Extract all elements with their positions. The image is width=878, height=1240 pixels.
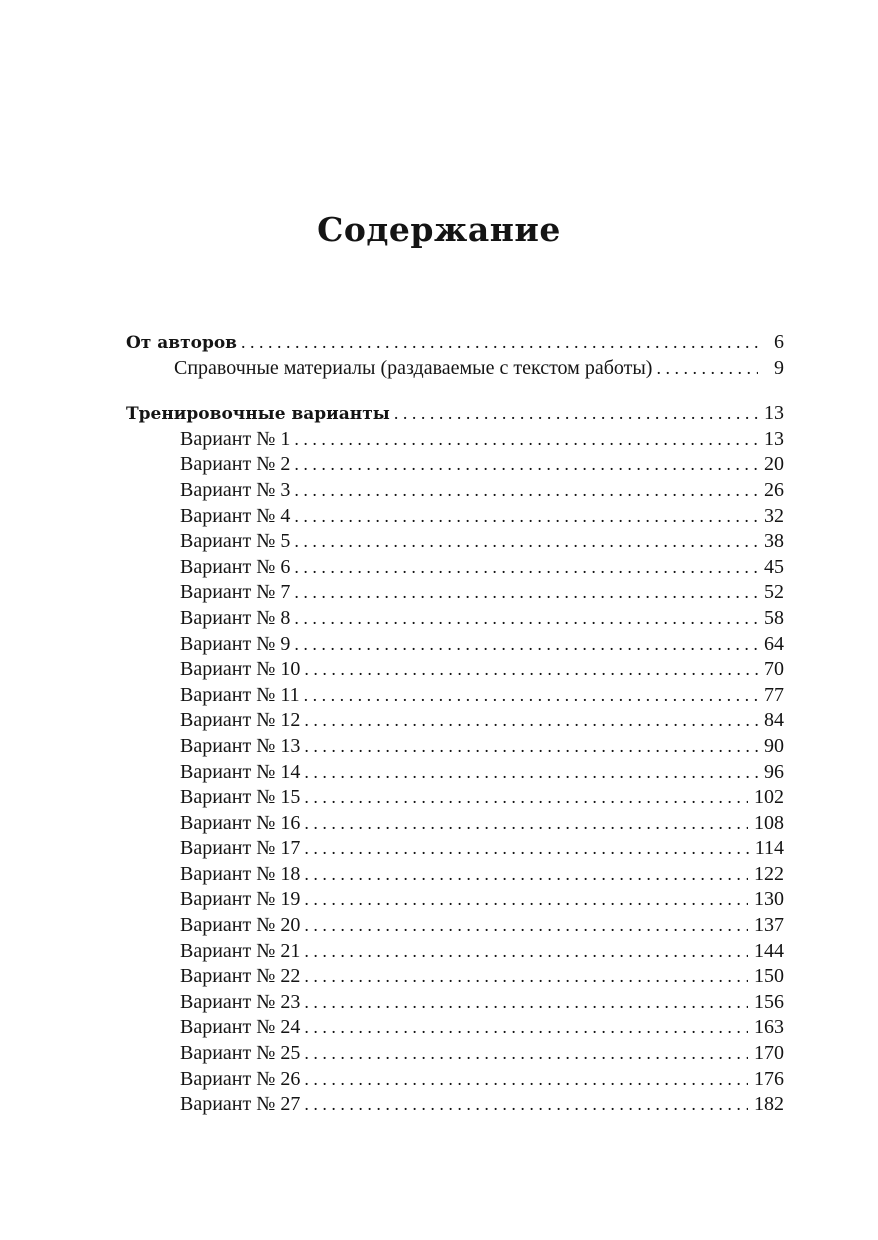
toc-entry-variant[interactable] <box>126 427 784 453</box>
toc-entry-label: Вариант № 10 <box>180 658 301 681</box>
dot-leader <box>304 964 748 990</box>
toc-page-number: 70 <box>764 658 784 681</box>
toc-page-number: 45 <box>764 555 784 578</box>
dot-leader <box>294 580 758 606</box>
dot-leader <box>294 478 758 504</box>
toc-page-number: 137 <box>754 914 784 937</box>
toc-page-number: 122 <box>754 862 784 885</box>
toc-entry-label: Вариант № 18 <box>180 862 301 885</box>
toc-entry-variant[interactable] <box>126 760 784 786</box>
toc-page-number: 13 <box>764 427 784 450</box>
toc-entry-label: Вариант № 27 <box>180 1093 301 1116</box>
dot-leader <box>294 632 758 658</box>
toc-entry-variant[interactable] <box>126 811 784 837</box>
toc-entry-label: Вариант № 22 <box>180 965 301 988</box>
toc-page-number: 38 <box>764 530 784 553</box>
dot-leader <box>394 401 758 427</box>
dot-leader <box>294 427 758 453</box>
toc-entry-variant[interactable] <box>126 580 784 606</box>
toc-page-number: 6 <box>774 331 784 353</box>
toc-entry-label: Вариант № 5 <box>180 530 291 553</box>
toc-page-number: 26 <box>764 478 784 501</box>
toc-entry-label: Вариант № 9 <box>180 632 291 655</box>
toc-section-label: От авторов <box>126 333 237 353</box>
toc-entry-label: Вариант № 7 <box>180 581 291 604</box>
toc-entry-variant[interactable] <box>126 964 784 990</box>
toc-section-training-variants[interactable] <box>126 401 784 427</box>
toc-entry-label: Вариант № 24 <box>180 1016 301 1039</box>
toc-entry-variant[interactable] <box>126 529 784 555</box>
toc-entry-label: Вариант № 25 <box>180 1042 301 1065</box>
dot-leader <box>294 452 758 478</box>
dot-leader <box>304 1067 748 1093</box>
dot-leader <box>304 657 758 683</box>
dot-leader <box>304 785 748 811</box>
toc-entry-variant[interactable] <box>126 632 784 658</box>
toc-entry-label: Вариант № 3 <box>180 478 291 501</box>
toc-entry-label: Вариант № 15 <box>180 786 301 809</box>
toc-entry-label: Вариант № 2 <box>180 453 291 476</box>
toc-entry-label: Вариант № 1 <box>180 427 291 450</box>
toc-section-authors[interactable] <box>126 330 784 356</box>
dot-leader <box>294 555 758 581</box>
variant-list <box>126 427 784 1118</box>
toc-entry-variant[interactable] <box>126 939 784 965</box>
toc-page-number: 108 <box>754 811 784 834</box>
dot-leader <box>294 504 758 530</box>
toc-entry-variant[interactable] <box>126 452 784 478</box>
toc-page-number: 9 <box>774 356 784 379</box>
dot-leader <box>294 606 758 632</box>
toc-entry-label: Вариант № 26 <box>180 1067 301 1090</box>
dot-leader <box>304 913 748 939</box>
toc-page-number: 163 <box>754 1016 784 1039</box>
dot-leader <box>241 330 758 356</box>
dot-leader <box>304 862 748 888</box>
toc-entry-label: Вариант № 8 <box>180 606 291 629</box>
toc-entry-label: Вариант № 20 <box>180 914 301 937</box>
toc-section-label: Тренировочные варианты <box>126 404 390 425</box>
toc-page-number: 144 <box>754 939 784 962</box>
toc-entry-label: Вариант № 19 <box>180 888 301 911</box>
dot-leader <box>304 1092 748 1118</box>
toc-entry-variant[interactable] <box>126 862 784 888</box>
toc-entry-variant[interactable] <box>126 785 784 811</box>
toc-page-number: 84 <box>764 709 784 732</box>
dot-leader <box>304 760 758 786</box>
toc-entry-variant[interactable] <box>126 1092 784 1118</box>
toc-entry-variant[interactable] <box>126 836 784 862</box>
dot-leader <box>304 939 748 965</box>
toc-entry-label: Вариант № 16 <box>180 811 301 834</box>
toc-entry-variant[interactable] <box>126 1067 784 1093</box>
toc-entry-label: Вариант № 21 <box>180 939 301 962</box>
toc-entry-label: Вариант № 4 <box>180 504 291 527</box>
toc-entry-variant[interactable] <box>126 606 784 632</box>
toc-entry-label: Вариант № 14 <box>180 760 301 783</box>
page-title: Содержание <box>317 210 561 250</box>
toc-page-number: 114 <box>754 837 784 860</box>
toc-entry-variant[interactable] <box>126 478 784 504</box>
toc-page-number: 130 <box>754 888 784 911</box>
toc-entry-variant[interactable] <box>126 913 784 939</box>
toc-entry-label: Вариант № 12 <box>180 709 301 732</box>
toc-page-number: 58 <box>764 606 784 629</box>
toc-entry-variant[interactable] <box>126 555 784 581</box>
dot-leader <box>304 836 748 862</box>
toc-page-number: 20 <box>764 453 784 476</box>
toc-entry-variant[interactable] <box>126 990 784 1016</box>
toc-entry-variant[interactable] <box>126 657 784 683</box>
dot-leader <box>304 708 758 734</box>
toc-page-number: 13 <box>764 402 784 425</box>
toc-page-number: 182 <box>754 1093 784 1116</box>
toc-page-number: 77 <box>764 683 784 706</box>
toc-page-number: 96 <box>764 760 784 783</box>
toc-entry-label: Справочные материалы (раздаваемые с текстом работы) <box>174 356 653 379</box>
toc-page-number: 170 <box>754 1042 784 1065</box>
dot-leader <box>304 990 748 1016</box>
toc-entry-variant[interactable] <box>126 683 784 709</box>
toc-entry-label: Вариант № 11 <box>180 683 300 706</box>
toc-page-number: 156 <box>754 990 784 1013</box>
toc-entry-label: Вариант № 6 <box>180 555 291 578</box>
toc-page-number: 32 <box>764 504 784 527</box>
dot-leader <box>304 811 748 837</box>
toc-page-number: 64 <box>764 632 784 655</box>
toc-entry-variant[interactable] <box>126 504 784 530</box>
toc-entry-variant[interactable] <box>126 708 784 734</box>
toc-entry-label: Вариант № 13 <box>180 734 301 757</box>
dot-leader <box>304 1041 748 1067</box>
toc-entry-variant[interactable] <box>126 1015 784 1041</box>
toc-page-number: 102 <box>754 786 784 809</box>
dot-leader <box>656 356 758 382</box>
toc-page-number: 176 <box>754 1067 784 1090</box>
toc-page-number: 52 <box>764 581 784 604</box>
toc-entry-label: Вариант № 17 <box>180 837 301 860</box>
dot-leader <box>304 887 748 913</box>
dot-leader <box>304 734 758 760</box>
table-of-contents <box>126 330 784 1118</box>
dot-leader <box>304 1015 748 1041</box>
toc-entry-variant[interactable] <box>126 734 784 760</box>
dot-leader <box>294 529 758 555</box>
dot-leader <box>304 683 758 709</box>
toc-entry-reference-materials[interactable] <box>126 356 784 382</box>
toc-entry-variant[interactable] <box>126 1041 784 1067</box>
toc-page-number: 150 <box>754 965 784 988</box>
toc-entry-label: Вариант № 23 <box>180 990 301 1013</box>
toc-page-number: 90 <box>764 734 784 757</box>
toc-entry-variant[interactable] <box>126 887 784 913</box>
